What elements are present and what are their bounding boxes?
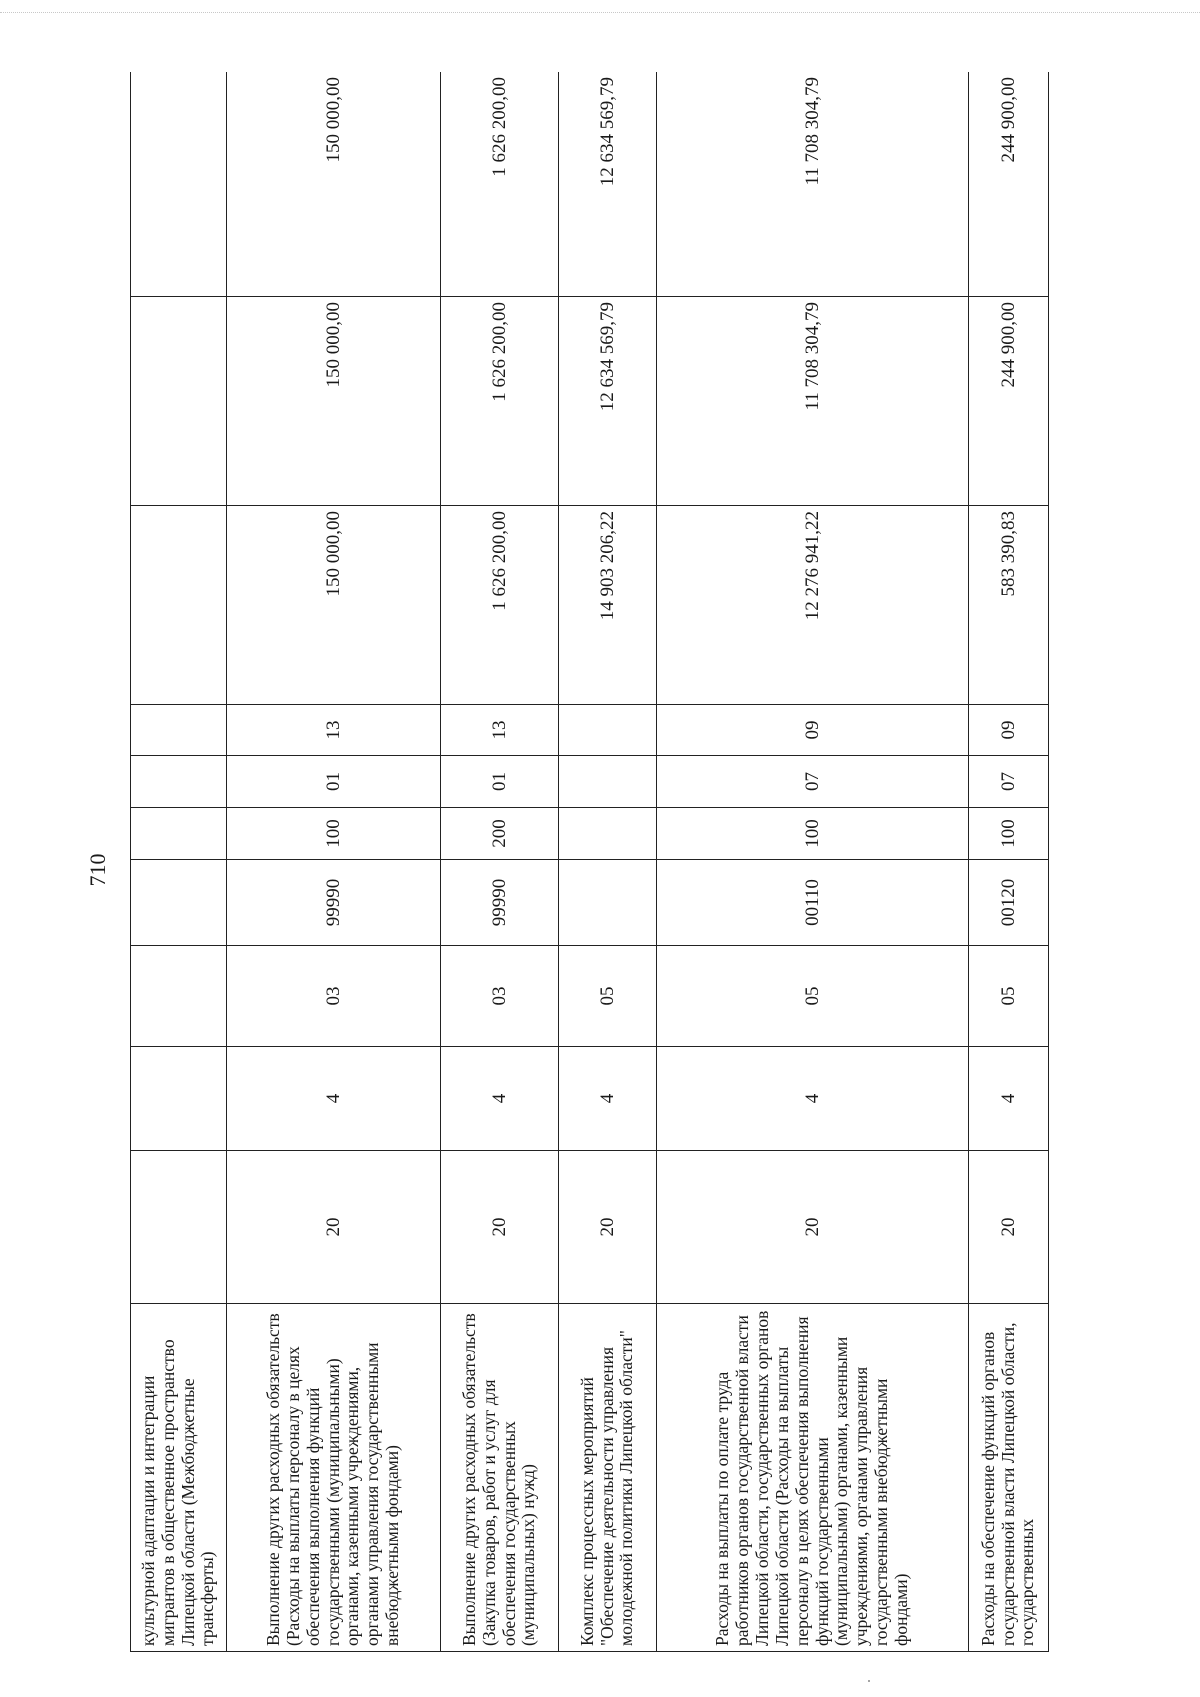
admin-code: 20 — [559, 1151, 657, 1304]
direction-code: 00120 — [969, 860, 1049, 946]
subprogram-code: 03 — [441, 946, 559, 1047]
row-name: Расходы на выплаты по оплате труда работников органов государственной власти Липецкой области, государственных органов Липецкой области (Расходы на выплаты персоналу в целях обеспечения выполнения функций государственными (муниципальными) органами, казенными учреждениями, органами управления государственными внебюджетными фондами) — [657, 1304, 969, 1652]
program-code: 4 — [441, 1047, 559, 1151]
amount-year-3: 244 900,00 — [969, 72, 1049, 297]
subprogram-code — [131, 946, 227, 1047]
amount-year-1: 583 390,83 — [969, 506, 1049, 705]
amount-year-3: 11 708 304,79 — [657, 72, 969, 297]
rotated-page-content — [130, 72, 1092, 1652]
budget-table — [130, 72, 1049, 1652]
amount-year-1: 150 000,00 — [227, 506, 441, 705]
direction-code: 99990 — [441, 860, 559, 946]
section-code: 07 — [657, 756, 969, 808]
program-code: 4 — [657, 1047, 969, 1151]
table-row — [441, 72, 559, 1652]
admin-code: 20 — [657, 1151, 969, 1304]
page-number: 710 — [85, 853, 110, 887]
admin-code — [131, 1151, 227, 1304]
row-name: культурной адаптации и интеграции мигрантов в общественное пространство Липецкой области (Межбюджетные трансферты) — [131, 1304, 227, 1652]
admin-code: 20 — [227, 1151, 441, 1304]
amount-year-1: 14 903 206,22 — [559, 506, 657, 705]
section-code: 07 — [969, 756, 1049, 808]
amount-year-2 — [131, 297, 227, 506]
subsection-code — [559, 705, 657, 756]
amount-year-3: 150 000,00 — [227, 72, 441, 297]
expense-type-code — [559, 808, 657, 860]
subprogram-code: 05 — [559, 946, 657, 1047]
section-code — [131, 756, 227, 808]
scan-speck — [868, 1680, 870, 1682]
admin-code: 20 — [441, 1151, 559, 1304]
admin-code: 20 — [969, 1151, 1049, 1304]
program-code: 4 — [559, 1047, 657, 1151]
table-row — [227, 72, 441, 1652]
amount-year-2: 244 900,00 — [969, 297, 1049, 506]
amount-year-3: 1 626 200,00 — [441, 72, 559, 297]
row-name: Расходы на обеспечение функций органов государственной власти Липецкой области, государственных — [969, 1304, 1049, 1652]
subprogram-code: 05 — [969, 946, 1049, 1047]
amount-year-1: 12 276 941,22 — [657, 506, 969, 705]
program-code: 4 — [227, 1047, 441, 1151]
direction-code — [131, 860, 227, 946]
subprogram-code: 05 — [657, 946, 969, 1047]
amount-year-3 — [131, 72, 227, 297]
subsection-code: 13 — [227, 705, 441, 756]
table-row — [657, 72, 969, 1652]
expense-type-code: 100 — [657, 808, 969, 860]
subprogram-code: 03 — [227, 946, 441, 1047]
direction-code — [559, 860, 657, 946]
row-name: Выполнение других расходных обязательств (Закупка товаров, работ и услуг для обеспечения государственных (муниципальных) нужд) — [441, 1304, 559, 1652]
amount-year-2: 12 634 569,79 — [559, 297, 657, 506]
expense-type-code — [131, 808, 227, 860]
amount-year-2: 11 708 304,79 — [657, 297, 969, 506]
expense-type-code: 200 — [441, 808, 559, 860]
amount-year-1: 1 626 200,00 — [441, 506, 559, 705]
row-name: Выполнение других расходных обязательств (Расходы на выплаты персоналу в целях обеспечения выполнения функций государственными (муниципальными) органами, казенными учреждениями, органами управления государственными внебюджетными фондами) — [227, 1304, 441, 1652]
direction-code: 99990 — [227, 860, 441, 946]
program-code: 4 — [969, 1047, 1049, 1151]
table-row — [131, 72, 227, 1652]
section-code: 01 — [441, 756, 559, 808]
amount-year-2: 1 626 200,00 — [441, 297, 559, 506]
expense-type-code: 100 — [969, 808, 1049, 860]
section-code: 01 — [227, 756, 441, 808]
program-code — [131, 1047, 227, 1151]
scan-top-edge — [0, 12, 1200, 13]
amount-year-1 — [131, 506, 227, 705]
direction-code: 00110 — [657, 860, 969, 946]
amount-year-3: 12 634 569,79 — [559, 72, 657, 297]
section-code — [559, 756, 657, 808]
subsection-code: 09 — [969, 705, 1049, 756]
subsection-code: 13 — [441, 705, 559, 756]
amount-year-2: 150 000,00 — [227, 297, 441, 506]
table-viewport — [130, 72, 1092, 1652]
table-row — [969, 72, 1049, 1652]
subsection-code: 09 — [657, 705, 969, 756]
table-row — [559, 72, 657, 1652]
subsection-code — [131, 705, 227, 756]
row-name: Комплекс процессных мероприятий "Обеспечение деятельности управления молодежной политики Липецкой области" — [559, 1304, 657, 1652]
expense-type-code: 100 — [227, 808, 441, 860]
